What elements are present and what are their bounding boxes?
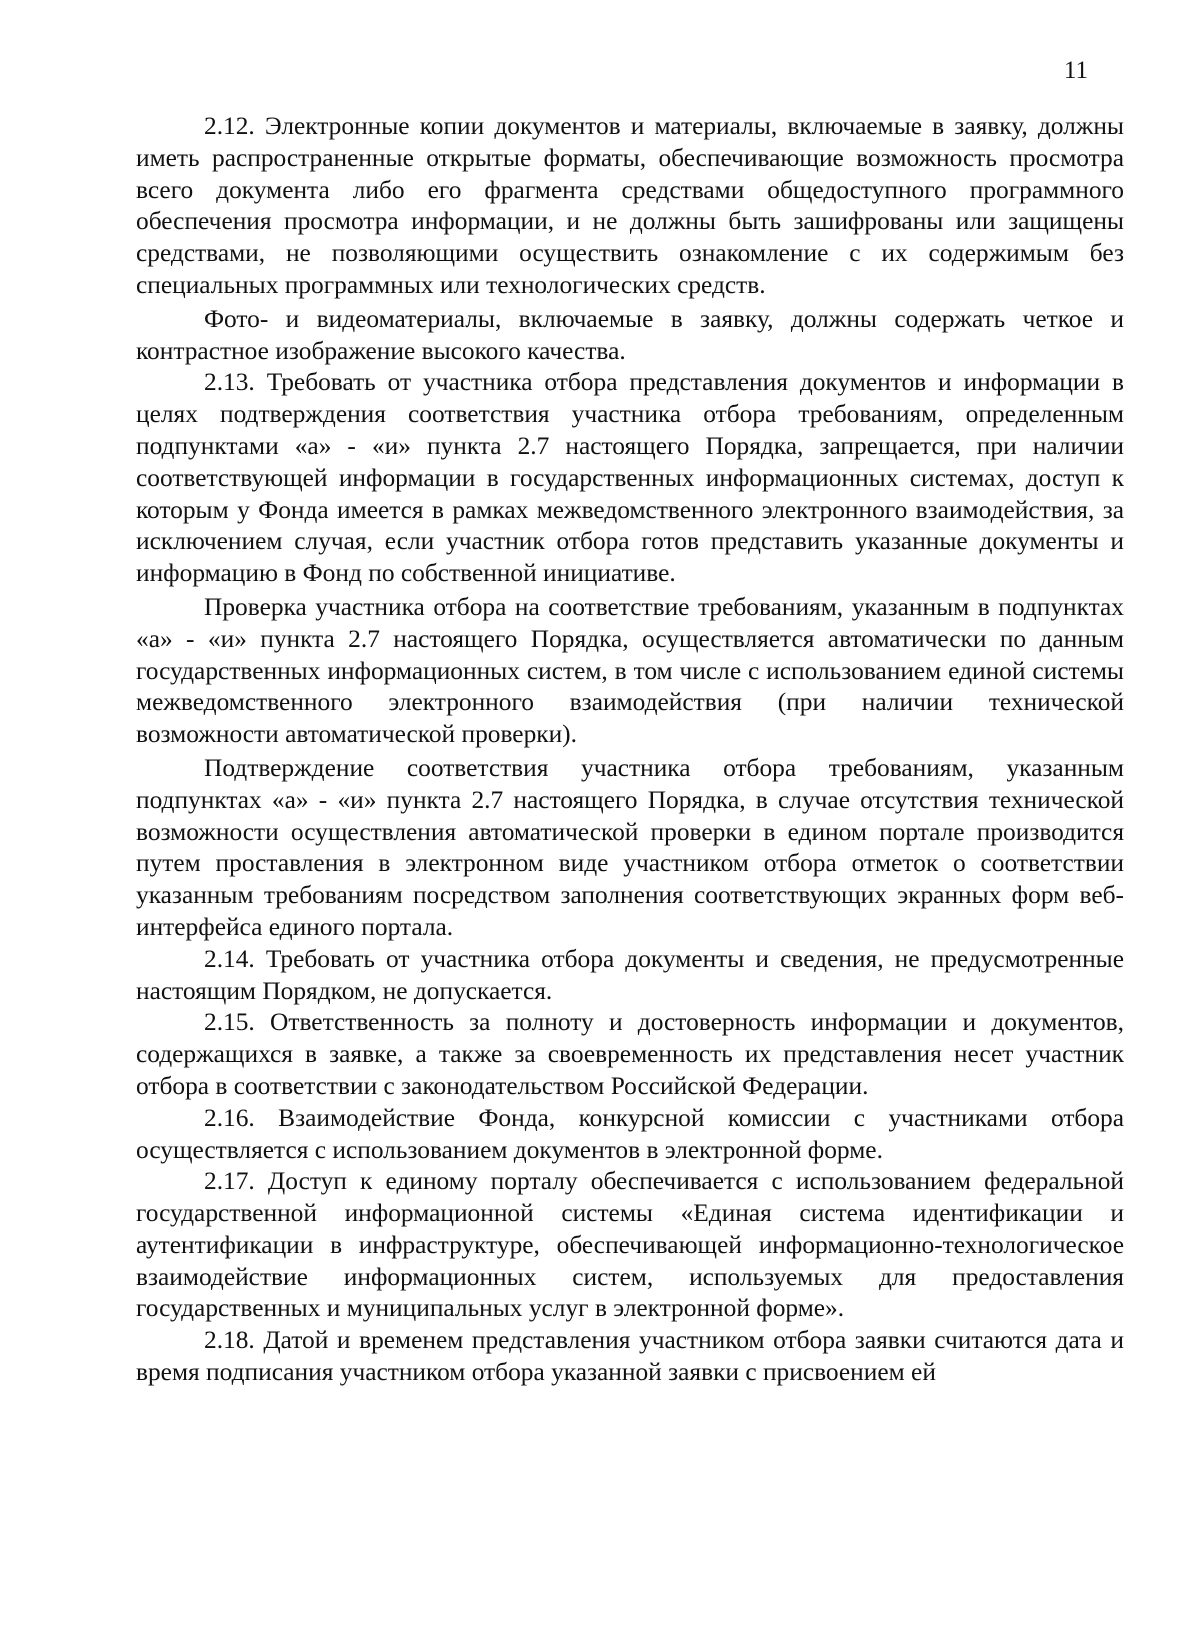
paragraph-photo-video: Фото- и видеоматериалы, включаемые в заявку, должны содержать четкое и контрастное изображение высокого качества. — [136, 304, 1124, 365]
paragraph-2-12: 2.12. Электронные копии документов и материалы, включаемые в заявку, должны иметь распространенные открытые форматы, обеспечивающие возможность просмотра всего документа либо его фрагмента средствами общедоступного программного обеспечения просмотра информации, и не должны быть зашифрованы или защищены средствами, не позволяющими осуществить ознакомление с их содержимым без специальных программных или технологических средств. — [136, 112, 1124, 299]
paragraph-2-15: 2.15. Ответственность за полноту и достоверность информации и документов, содержащихся в заявке, а также за своевременность их представления несет участник отбора в соответствии с законодательством Российской Федерации. — [136, 1008, 1124, 1100]
paragraph-2-18: 2.18. Датой и временем представления участником отбора заявки считаются дата и время подписания участником отбора указанной заявки с присвоением ей — [136, 1326, 1124, 1387]
paragraph-2-14: 2.14. Требовать от участника отбора документы и сведения, не предусмотренные настоящим Порядком, не допускается. — [136, 944, 1124, 1005]
paragraph-verification: Проверка участника отбора на соответствие требованиям, указанным в подпунктах «а» - «и» пункта 2.7 настоящего Порядка, осуществляется автоматически по данным государственных информационных систем, в том числе с использованием единой системы межведомственного электронного взаимодействия (при наличии технической возможности автоматической проверки). — [136, 592, 1124, 749]
paragraph-confirmation: Подтверждение соответствия участника отбора требованиям, указанным подпунктах «а» - «и» пункта 2.7 настоящего Порядка, в случае отсутствия технической возможности осуществления автоматической проверки в едином портале производится путем проставления в электронном виде участником отбора отметок о соответствии указанным требованиям посредством заполнения соответствующих экранных форм веб-интерфейса единого портала. — [136, 753, 1124, 941]
page-number: 11 — [1063, 57, 1088, 84]
document-body — [136, 111, 1124, 1389]
paragraph-2-13: 2.13. Требовать от участника отбора представления документов и информации в целях подтверждения соответствия участника отбора требованиям, определенным подпунктами «а» - «и» пункта 2.7 настоящего Порядка, запрещается, при наличии соответствующей информации в государственных информационных системах, доступ к которым у Фонда имеется в рамках межведомственного электронного взаимодействия, за исключением случая, если участник отбора готов представить указанные документы и информацию в Фонд по собственной инициативе. — [136, 368, 1124, 588]
paragraph-2-16: 2.16. Взаимодействие Фонда, конкурсной комиссии с участниками отбора осуществляется с использованием документов в электронной форме. — [136, 1103, 1124, 1164]
paragraph-2-17: 2.17. Доступ к единому порталу обеспечивается с использованием федеральной государственной информационной системы «Единая система идентификации и аутентификации в инфраструктуре, обеспечивающей информационно-технологическое взаимодействие информационных систем, используемых для предоставления государственных и муниципальных услуг в электронной форме». — [136, 1167, 1124, 1323]
